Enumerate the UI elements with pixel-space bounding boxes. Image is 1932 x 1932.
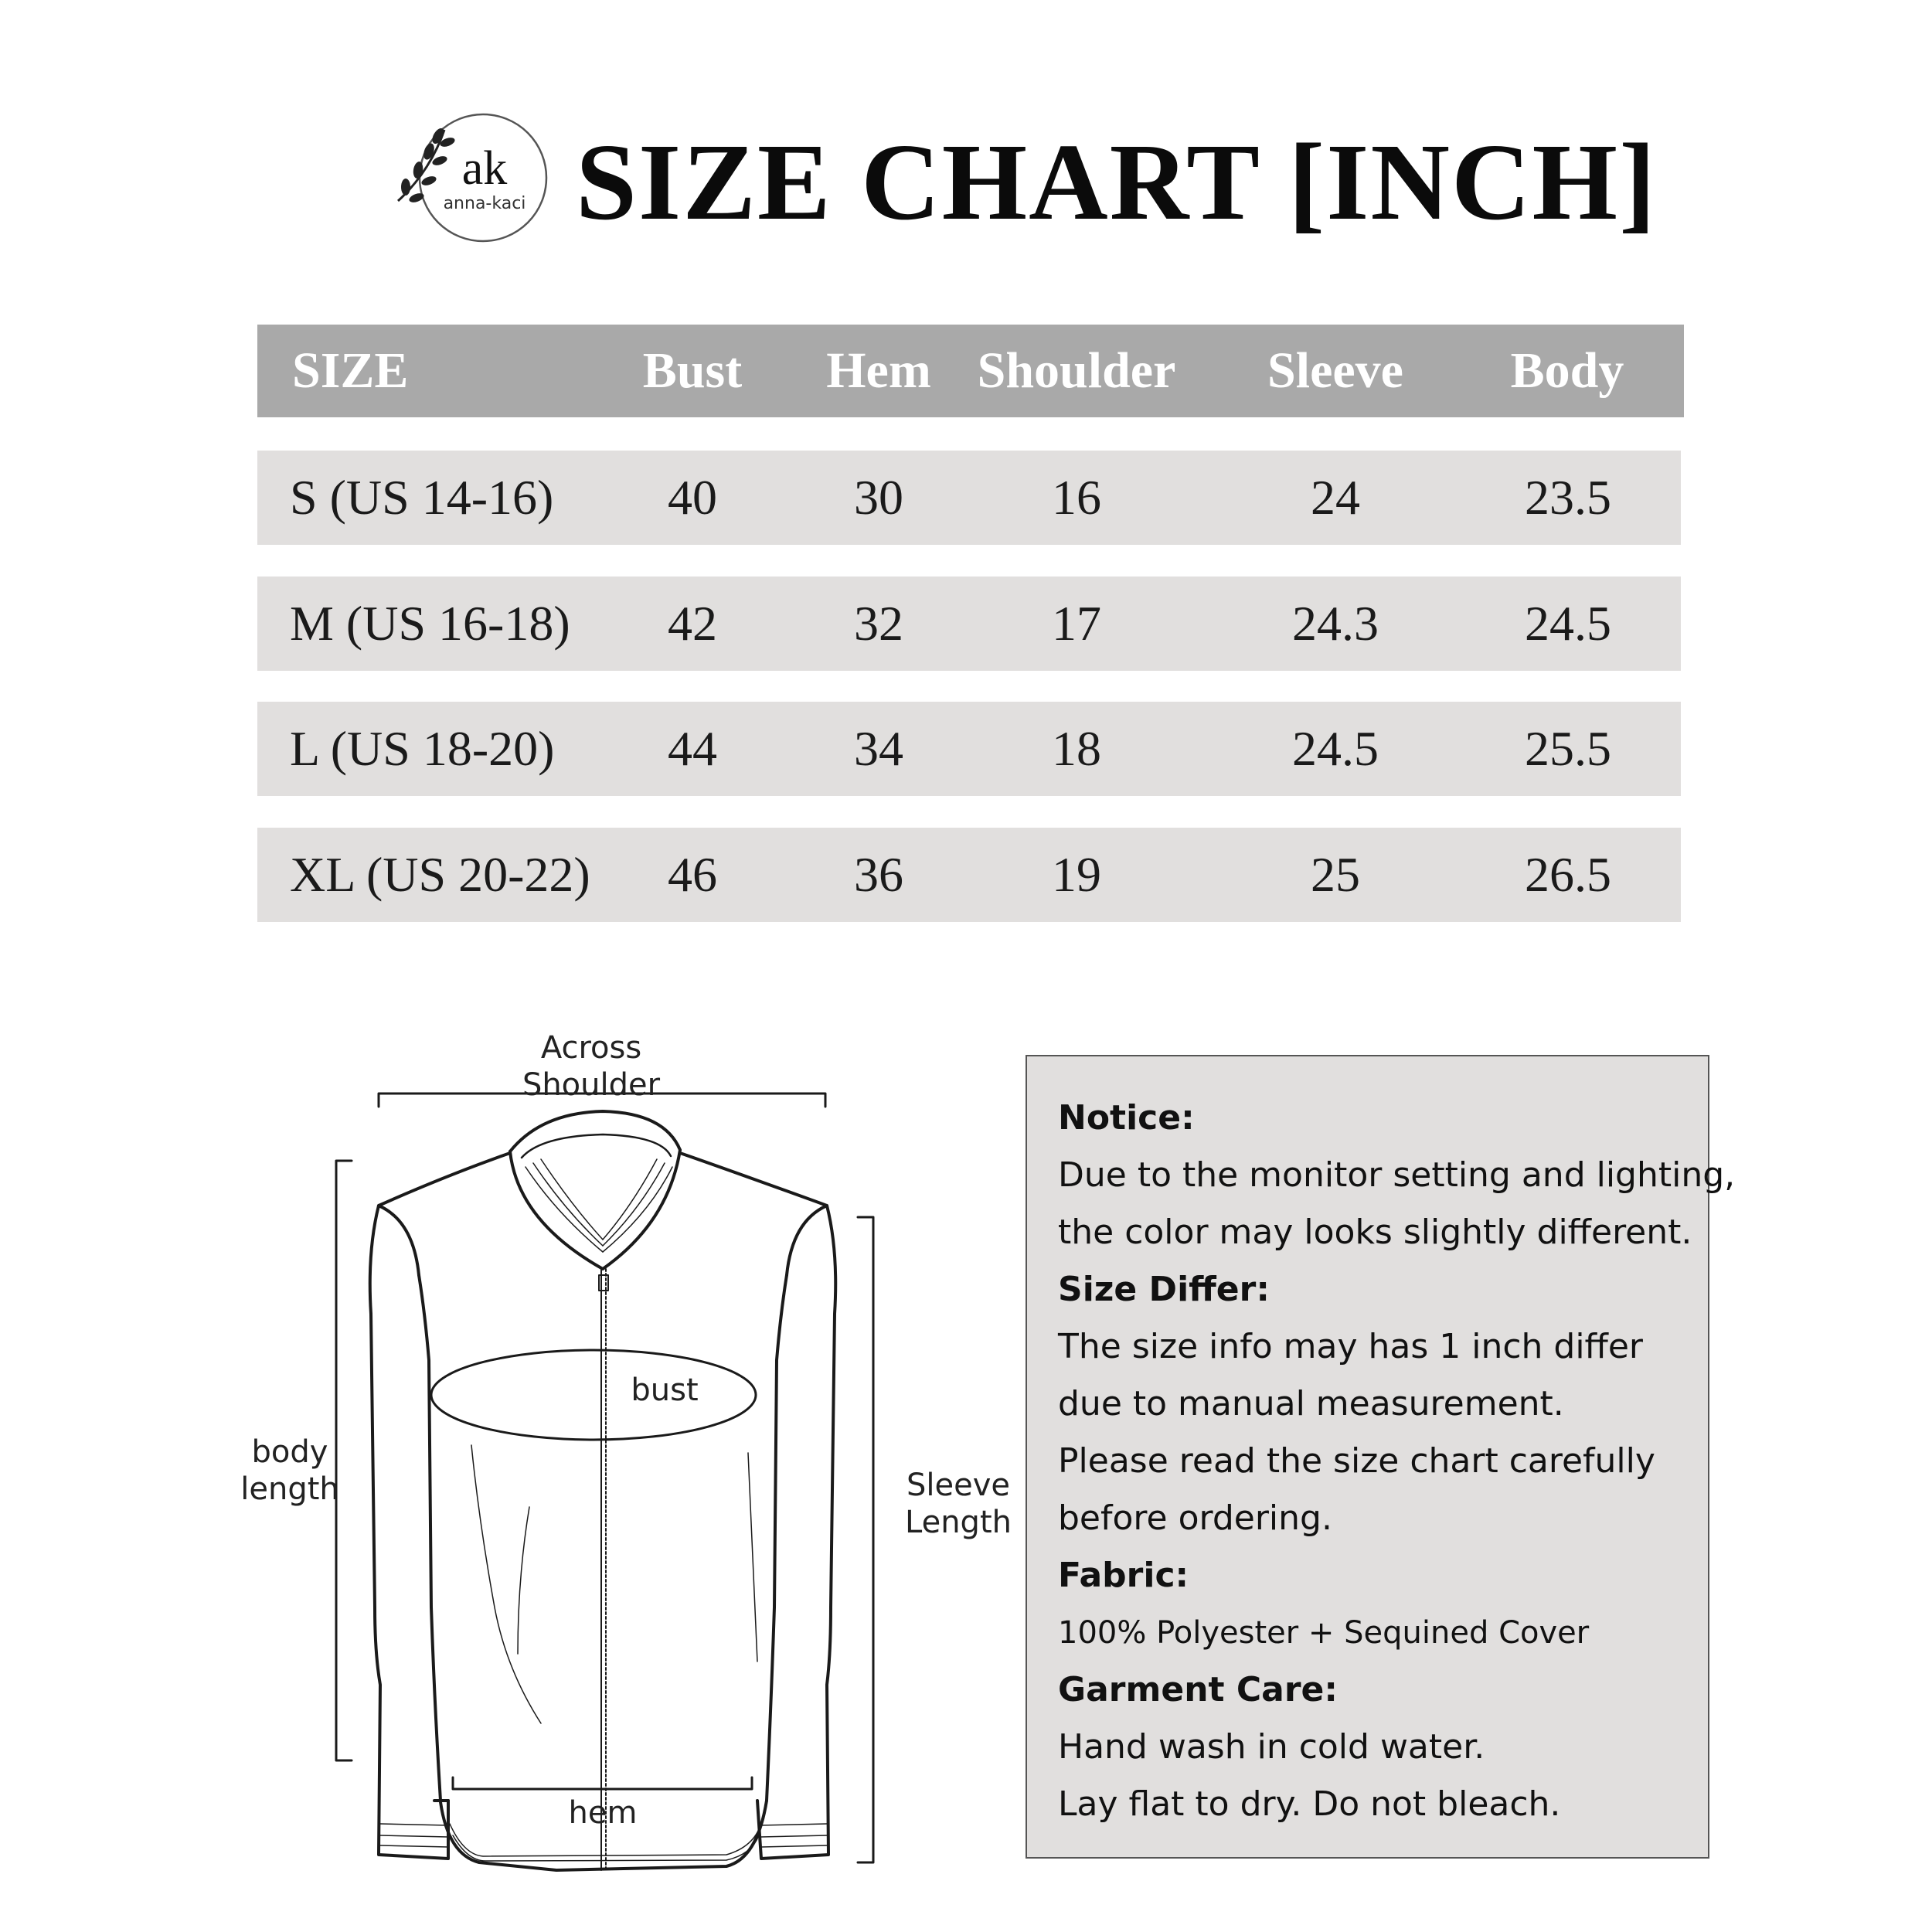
- sleeve-length-bracket: [858, 1217, 873, 1862]
- notice-box: [1026, 1055, 1736, 1859]
- column-header-size: SIZE: [292, 342, 409, 399]
- fabric-heading: Fabric:: [1058, 1556, 1189, 1595]
- cell-bust: 40: [668, 470, 717, 525]
- label-bust: bust: [631, 1372, 699, 1408]
- garment-care-text: Lay flat to dry. Do not bleach.: [1058, 1784, 1561, 1824]
- size-differ-heading: Size Differ:: [1058, 1270, 1270, 1309]
- notice-text: the color may looks slightly different.: [1058, 1213, 1692, 1252]
- cell-shoulder: 16: [1052, 470, 1101, 525]
- label-hem: hem: [568, 1795, 638, 1831]
- column-header-hem: Hem: [826, 342, 931, 399]
- table-row: [257, 702, 1681, 796]
- garment-care-heading: Garment Care:: [1058, 1670, 1338, 1709]
- table-row: [257, 451, 1681, 545]
- cell-body: 26.5: [1525, 847, 1611, 902]
- cell-bust: 42: [668, 596, 717, 651]
- table-header-row: [257, 325, 1684, 417]
- logo-monogram: ak: [461, 142, 508, 195]
- cell-size: XL (US 20-22): [290, 847, 590, 902]
- cell-body: 25.5: [1525, 721, 1611, 776]
- cell-sleeve: 24.5: [1292, 721, 1379, 776]
- cell-body: 24.5: [1525, 596, 1611, 651]
- notice-heading: Notice:: [1058, 1098, 1195, 1138]
- notice-text: Due to the monitor setting and lighting,: [1058, 1155, 1736, 1195]
- table-row: [257, 577, 1681, 671]
- cell-bust: 44: [668, 721, 717, 776]
- size-differ-text: due to manual measurement.: [1058, 1384, 1564, 1423]
- cell-shoulder: 18: [1052, 721, 1101, 776]
- cell-sleeve: 24.3: [1292, 596, 1379, 651]
- cell-size: S (US 14-16): [290, 470, 554, 525]
- jacket-measurement-diagram: [216, 1020, 1051, 1893]
- fabric-text: 100% Polyester + Sequined Cover: [1058, 1615, 1590, 1651]
- cell-shoulder: 17: [1052, 596, 1101, 651]
- size-differ-text: Please read the size chart carefully: [1058, 1441, 1655, 1481]
- leaf-branch-icon: [398, 126, 456, 204]
- cell-shoulder: 19: [1052, 847, 1101, 902]
- label-sleeve-length: Sleeve Length: [905, 1468, 1012, 1540]
- cell-body: 23.5: [1525, 470, 1611, 525]
- cell-hem: 36: [854, 847, 903, 902]
- logo-brand-name: anna-kaci: [443, 194, 526, 213]
- label-across-shoulder: Across Shoulder: [522, 1030, 661, 1103]
- cell-bust: 46: [668, 847, 717, 902]
- hem-bracket: [453, 1777, 752, 1789]
- cell-hem: 34: [854, 721, 903, 776]
- cell-sleeve: 25: [1311, 847, 1360, 902]
- size-differ-text: before ordering.: [1058, 1498, 1332, 1538]
- garment-care-text: Hand wash in cold water.: [1058, 1727, 1485, 1767]
- bust-ellipse: [431, 1350, 756, 1440]
- column-header-bust: Bust: [642, 342, 743, 399]
- cell-hem: 30: [854, 470, 903, 525]
- page-title: SIZE CHART [INCH]: [576, 121, 1658, 243]
- column-header-body: Body: [1510, 342, 1624, 399]
- cell-size: M (US 16-18): [290, 596, 570, 651]
- label-body-length: body length: [240, 1434, 339, 1507]
- cell-hem: 32: [854, 596, 903, 651]
- size-differ-text: The size info may has 1 inch differ: [1058, 1327, 1644, 1366]
- column-header-shoulder: Shoulder: [977, 342, 1176, 399]
- column-header-sleeve: Sleeve: [1267, 342, 1403, 399]
- cell-size: L (US 18-20): [290, 721, 555, 776]
- cell-sleeve: 24: [1311, 470, 1360, 525]
- anna-kaci-logo: [390, 107, 553, 253]
- table-row: [257, 828, 1681, 922]
